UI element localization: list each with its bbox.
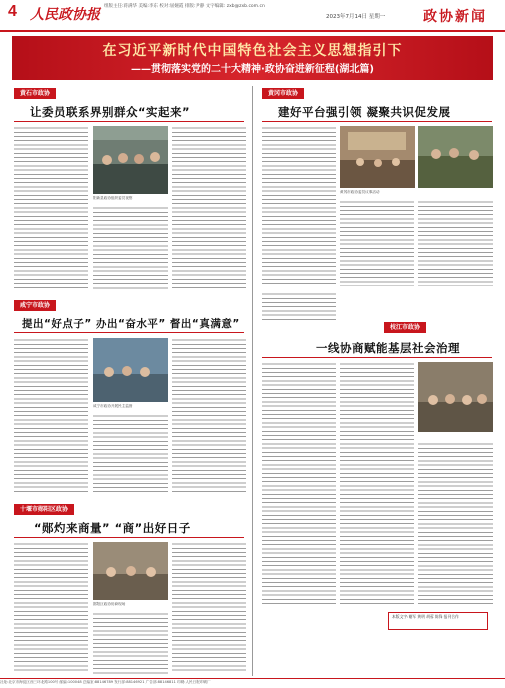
photo-inspection [93, 338, 168, 402]
article-body [262, 126, 336, 286]
masthead [0, 0, 505, 32]
editor-info [104, 4, 274, 11]
headline-rule [14, 121, 244, 122]
article-headline-xianning: 提出“好点子” 办出“奋水平” 督出“真满意” [22, 318, 240, 330]
article-headline-zhijiang: 一线协商赋能基层社会治理 [316, 341, 460, 355]
feature-banner [12, 36, 493, 80]
photo-caption: 阳新县政协组织委员视察 [93, 196, 133, 200]
article-body [262, 292, 336, 320]
article-photo [93, 338, 168, 402]
article-tag-xianning: 咸宁市政协 [14, 300, 56, 311]
article-tag-yunyang: 十堰市郧阳区政协 [14, 504, 74, 515]
article-photo [93, 126, 168, 194]
article-headline-huangshi: 让委员联系界别群众“实起来” [30, 105, 191, 119]
headline-rule [262, 121, 492, 122]
footer-info: 社址:北京市海淀区西三环北路100号 邮编:100048 总编室:88146789 发行部:88146921 广告部:88146811 印刷:人民日报印刷厂 [0, 678, 505, 685]
banner-subtitle: ——贯彻落实党的二十大精神·政协奋进新征程(湖北篇) [131, 64, 374, 75]
photo-consultation [418, 362, 493, 432]
article-body [14, 126, 88, 291]
banner-title: 在习近平新时代中国特色社会主义思想指引下 [102, 43, 403, 59]
article-body [93, 414, 168, 494]
article-body [340, 362, 414, 606]
article-body [172, 126, 246, 291]
photo-caption: 黄冈市政协委员议事活动 [340, 190, 380, 194]
article-body [172, 542, 246, 674]
page-number: 4 [8, 3, 17, 20]
paper-name: 人民政协报 [30, 7, 100, 23]
article-body [262, 362, 336, 606]
article-photo [93, 542, 168, 600]
article-body [93, 206, 168, 291]
article-body [14, 542, 88, 674]
date-line: 2023年7月14日 星期一 [326, 14, 386, 20]
photo-caption: 咸宁市政协开展民主监督 [93, 404, 133, 408]
article-body [418, 442, 493, 606]
article-headline-yunyang: “郧灼来商量” “商”出好日子 [34, 521, 191, 535]
headline-rule [14, 332, 244, 333]
photo-visit [418, 126, 493, 188]
headline-rule [14, 537, 244, 538]
article-photo [340, 126, 415, 188]
photo-meeting [93, 126, 168, 194]
article-tag-huangshi: 黄石市政协 [14, 88, 56, 99]
article-body [93, 612, 168, 674]
photo-caption: 郧阳区政协协商现场 [93, 602, 126, 606]
photo-hall [340, 126, 415, 188]
author-box: 本版文字:谢军 黄明 胡蓉 陈锋 报刊合作 [388, 612, 488, 630]
article-body [340, 200, 414, 286]
article-body [172, 338, 246, 494]
article-photo [418, 362, 493, 432]
article-headline-huanggang: 建好平台强引领 凝聚共识促发展 [278, 105, 451, 119]
article-body [418, 200, 493, 286]
section-name: 政协新闻 [423, 9, 487, 25]
center-column-rule [252, 86, 253, 676]
article-tag-huanggang: 黄冈市政协 [262, 88, 304, 99]
photo-discussion [93, 542, 168, 600]
email-address: zxb@zxb.com.cn [226, 4, 265, 9]
headline-rule [262, 357, 492, 358]
article-body [14, 338, 88, 494]
article-tag-zhijiang: 枝江市政协 [384, 322, 426, 333]
editor-credits: 组版主任:蒋满华 美编:李东 校对:屈婉霞 排版:尹静 文字编辑: [104, 4, 226, 9]
article-photo [418, 126, 493, 188]
